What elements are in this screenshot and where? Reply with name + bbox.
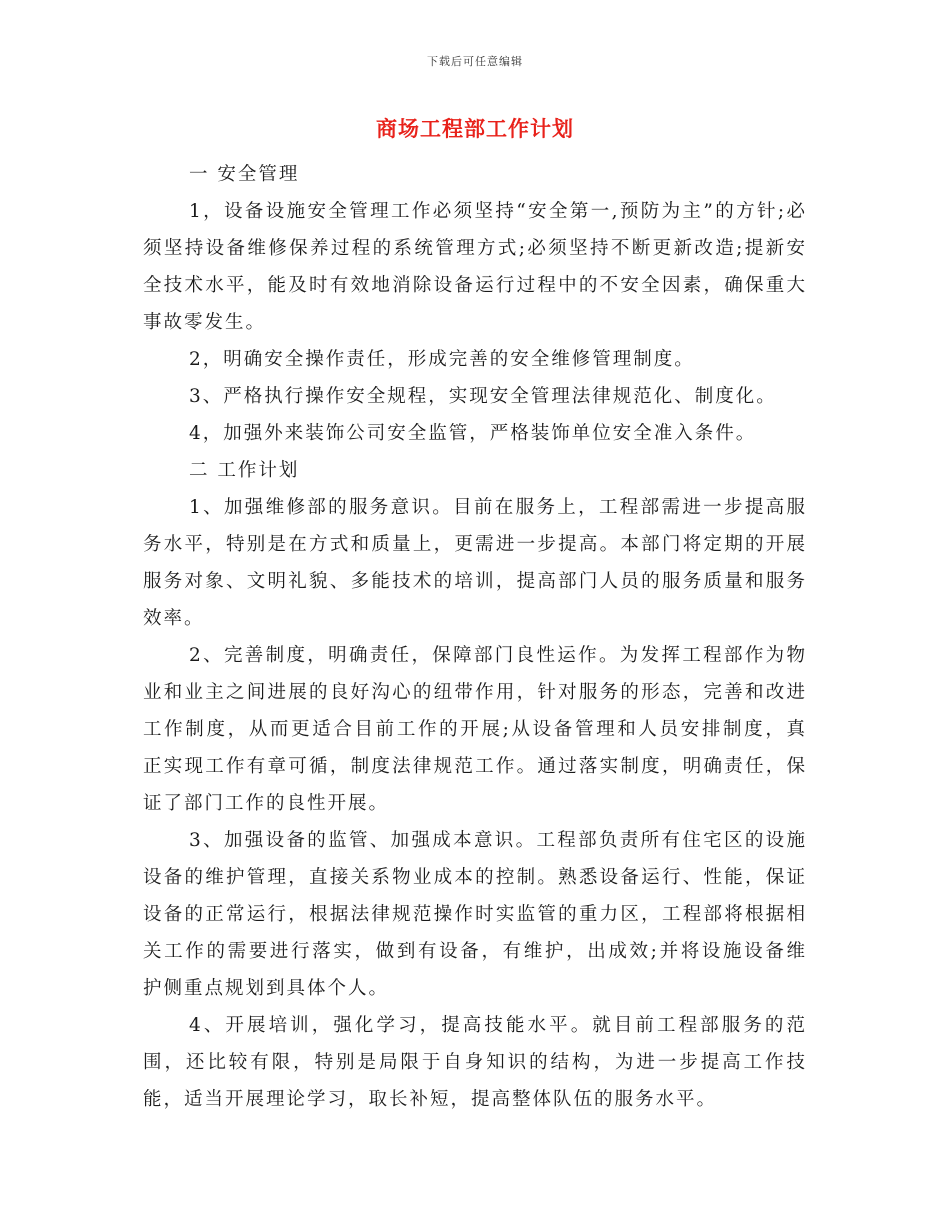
section-work-plan [143, 452, 807, 1118]
section-safety-management [143, 156, 807, 452]
page-header-note: 下载后可任意编辑 [427, 55, 523, 68]
paragraph: 1、加强维修部的服务意识。目前在服务上，工程部需进一步提高服务水平，特别是在方式和质量上，更需进一步提高。本部门将定期的开展服务对象、文明礼貌、多能技术的培训，提高部门人员的服务质量和服务效率。 [143, 497, 807, 629]
paragraph: 2，明确安全操作责任，形成完善的安全维修管理制度。 [189, 349, 695, 370]
paragraph: 1，设备设施安全管理工作必须坚持“安全第一,预防为主”的方针;必须坚持设备维修保养过程的系统管理方式;必须坚持不断更新改造;提新安全技术水平，能及时有效地消除设备运行过程中的不安全因素，确保重大事故零发生。 [143, 201, 807, 333]
document-title: 商场工程部工作计划 [376, 116, 574, 141]
paragraph: 2、完善制度，明确责任，保障部门良性运作。为发挥工程部作为物业和业主之间进展的良好沟心的纽带作用，针对服务的形态，完善和改进工作制度，从而更适合目前工作的开展;从设备管理和人员安排制度，真正实现工作有章可循，制度法律规范工作。通过落实制度，明确责任，保证了部门工作的良性开展。 [143, 645, 807, 814]
paragraph: 4，加强外来装饰公司安全监管，严格装饰单位安全准入条件。 [189, 423, 757, 444]
section-heading: 二 工作计划 [189, 460, 300, 481]
document-body [143, 156, 807, 1118]
paragraph: 3、严格执行操作安全规程，实现安全管理法律规范化、制度化。 [189, 386, 777, 407]
paragraph: 3、加强设备的监管、加强成本意识。工程部负责所有住宅区的设施设备的维护管理，直接关系物业成本的控制。熟悉设备运行、性能，保证设备的正常运行，根据法律规范操作时实监管的重力区，工程部将根据相关工作的需要进行落实，做到有设备，有维护，出成效;并将设施设备维护侧重点规划到具体个人。 [143, 830, 807, 999]
section-heading: 一 安全管理 [189, 164, 300, 185]
paragraph: 4、开展培训，强化学习，提高技能水平。就目前工程部服务的范围，还比较有限，特别是局限于自身知识的结构，为进一步提高工作技能，适当开展理论学习，取长补短，提高整体队伍的服务水平。 [143, 1015, 807, 1110]
